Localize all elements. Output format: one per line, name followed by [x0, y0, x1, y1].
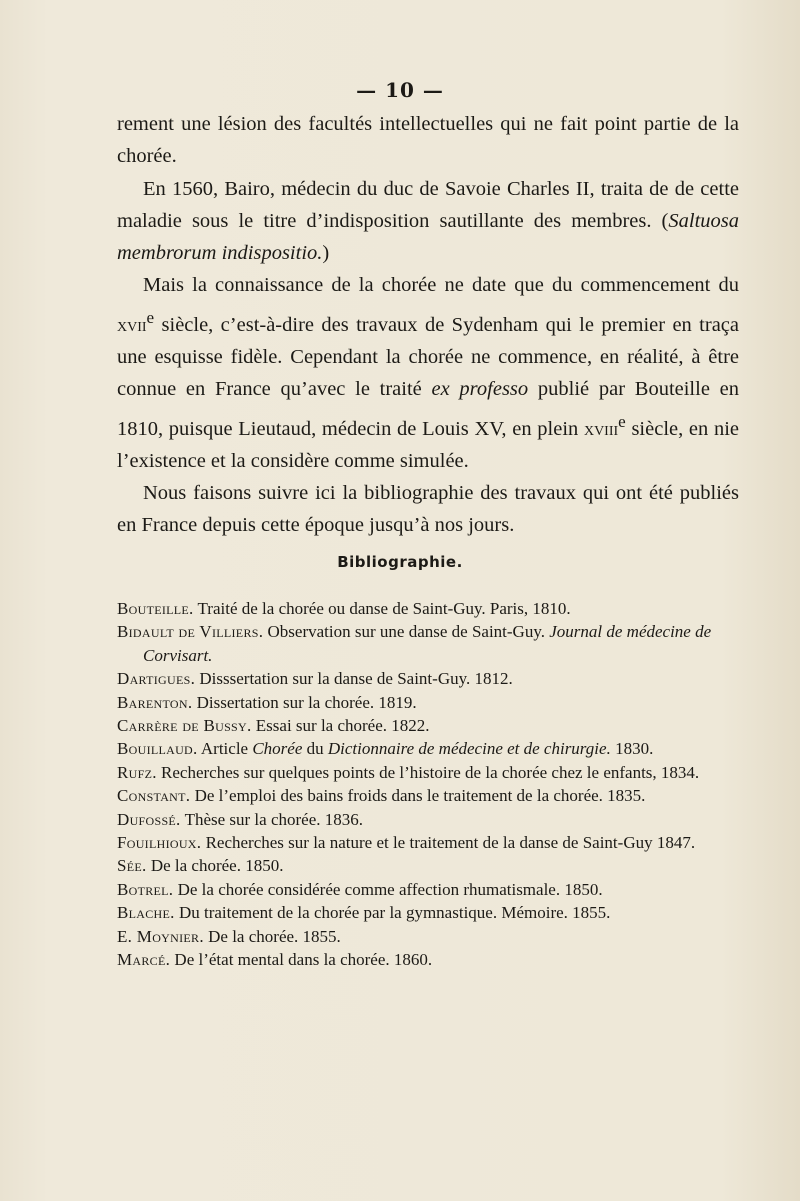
entry-text: De la chorée. 1855. — [203, 926, 341, 946]
text-span: siècle, en nie l’existence et la considère comme simulée. — [117, 417, 740, 472]
bibliography-entry — [117, 808, 741, 831]
bibliography-entry — [117, 620, 741, 667]
entry-text: Thèse sur la chorée. 1836. — [180, 809, 364, 829]
entry-author: Dufossé. — [117, 809, 181, 829]
entry-author: E. Moynier. — [117, 926, 204, 946]
bibliography-list — [117, 597, 741, 972]
entry-text: Recherches sur la nature et le traitement de la danse de Saint-Guy 1847. — [201, 833, 696, 853]
bibliography-entry — [117, 761, 741, 784]
bibliography-entry — [117, 831, 741, 854]
bibliography-entry — [117, 925, 741, 948]
text-span: siècle, c’est-à-dire des travaux de Sydenham qui le premier en traça une esquisse fidèle. Cependant la chorée ne commence, en réalité, à être connue en France qu’avec le traité — [117, 313, 739, 401]
entry-text: De l’emploi des bains froids dans le traitement de la chorée. 1835. — [190, 786, 646, 806]
entry-author: Bouillaud. — [117, 739, 198, 759]
entry-text: Recherches sur quelques points de l’histoire de la chorée chez le enfants, 1834. — [156, 762, 700, 782]
latin-title: Saltuosa membrorum indispositio. — [117, 209, 739, 265]
entry-author: Dartigues. — [117, 669, 196, 689]
entry-author: Botrel. — [117, 879, 174, 899]
section-title: Bibliographie. — [337, 553, 463, 571]
entry-text: De l’état mental dans la chorée. 1860. — [170, 950, 433, 970]
entry-text: 1830. — [610, 739, 654, 759]
bibliography-entry — [117, 784, 741, 807]
text-span: Mais la connaissance de la chorée ne date que du commencement du — [143, 274, 739, 297]
entry-text: Du traitement de la chorée par la gymnastique. Mémoire. 1855. — [174, 903, 611, 923]
entry-author: Rufz. — [117, 762, 157, 782]
paragraph — [117, 477, 739, 542]
bibliography-entry — [117, 597, 741, 620]
century-numeral: xviii — [583, 417, 619, 440]
entry-text: Traité de la chorée ou danse de Saint-Guy. Paris, 1810. — [193, 599, 571, 618]
entry-author: Blache. — [117, 903, 175, 923]
bibliography-entry — [117, 854, 741, 877]
bibliography-entry — [117, 691, 741, 714]
bibliography-entry — [117, 878, 741, 901]
text-span: En 1560, Bairo, médecin du duc de Savoie Charles II, traita de de cette maladie sous le titre d’indisposition sautillante des membres. ( — [117, 177, 739, 232]
entry-author: Fouilhioux. — [117, 833, 202, 853]
entry-text: Essai sur la chorée. 1822. — [251, 716, 430, 736]
entry-author: Marcé. — [117, 950, 171, 970]
bibliography-entry — [117, 948, 741, 971]
entry-text: Disssertation sur la danse de Saint-Guy. 1812. — [195, 669, 513, 689]
entry-author: Carrère de Bussy. — [117, 716, 252, 736]
entry-author: Bouteille. — [117, 599, 194, 618]
entry-text: De la chorée considérée comme affection rhumatismale. 1850. — [173, 879, 603, 899]
entry-text: Dissertation sur la chorée. 1819. — [192, 692, 417, 712]
paragraph — [117, 269, 739, 476]
superscript: e — [618, 411, 626, 431]
bibliography-entry — [117, 714, 741, 737]
paragraph — [117, 108, 739, 173]
entry-author: Barenton. — [117, 692, 193, 712]
century-numeral: xvii — [117, 313, 147, 336]
text-span: ) — [322, 242, 330, 265]
superscript: e — [146, 307, 155, 327]
entry-text: Article — [197, 739, 253, 759]
text-span: Nous faisons suivre ici la bibliographie des travaux qui ont été publiés en France depuis cette époque jusqu’à nos jours. — [117, 481, 739, 537]
text-span: rement une lésion des facultés intellectuelles qui ne fait point partie de la chorée. — [117, 113, 739, 168]
entry-author: Sée. — [117, 856, 147, 876]
latin-phrase: ex professo — [431, 378, 529, 401]
entry-italic: Chorée — [252, 739, 303, 759]
entry-italic: Dictionnaire de médecine et de chirurgie. — [327, 739, 611, 759]
paragraph — [117, 173, 739, 270]
entry-author: Bidault de Villiers. — [117, 622, 264, 642]
bibliography-entry — [117, 901, 741, 924]
page-number: — 10 — — [356, 78, 444, 102]
text-span: publié par Bouteille en 1810, puisque Lieutaud, médecin de Louis XV, en plein — [117, 378, 740, 440]
bibliography-entry — [117, 737, 741, 760]
entry-text: De la chorée. 1850. — [146, 856, 284, 876]
entry-text: du — [302, 739, 328, 759]
entry-text: Observation sur une danse de Saint-Guy. — [263, 622, 550, 642]
body-text — [117, 108, 739, 542]
entry-author: Constant. — [117, 786, 191, 806]
bibliography-entry — [117, 667, 741, 690]
entry-journal: Journal de médecine de Corvisart. — [143, 622, 712, 665]
